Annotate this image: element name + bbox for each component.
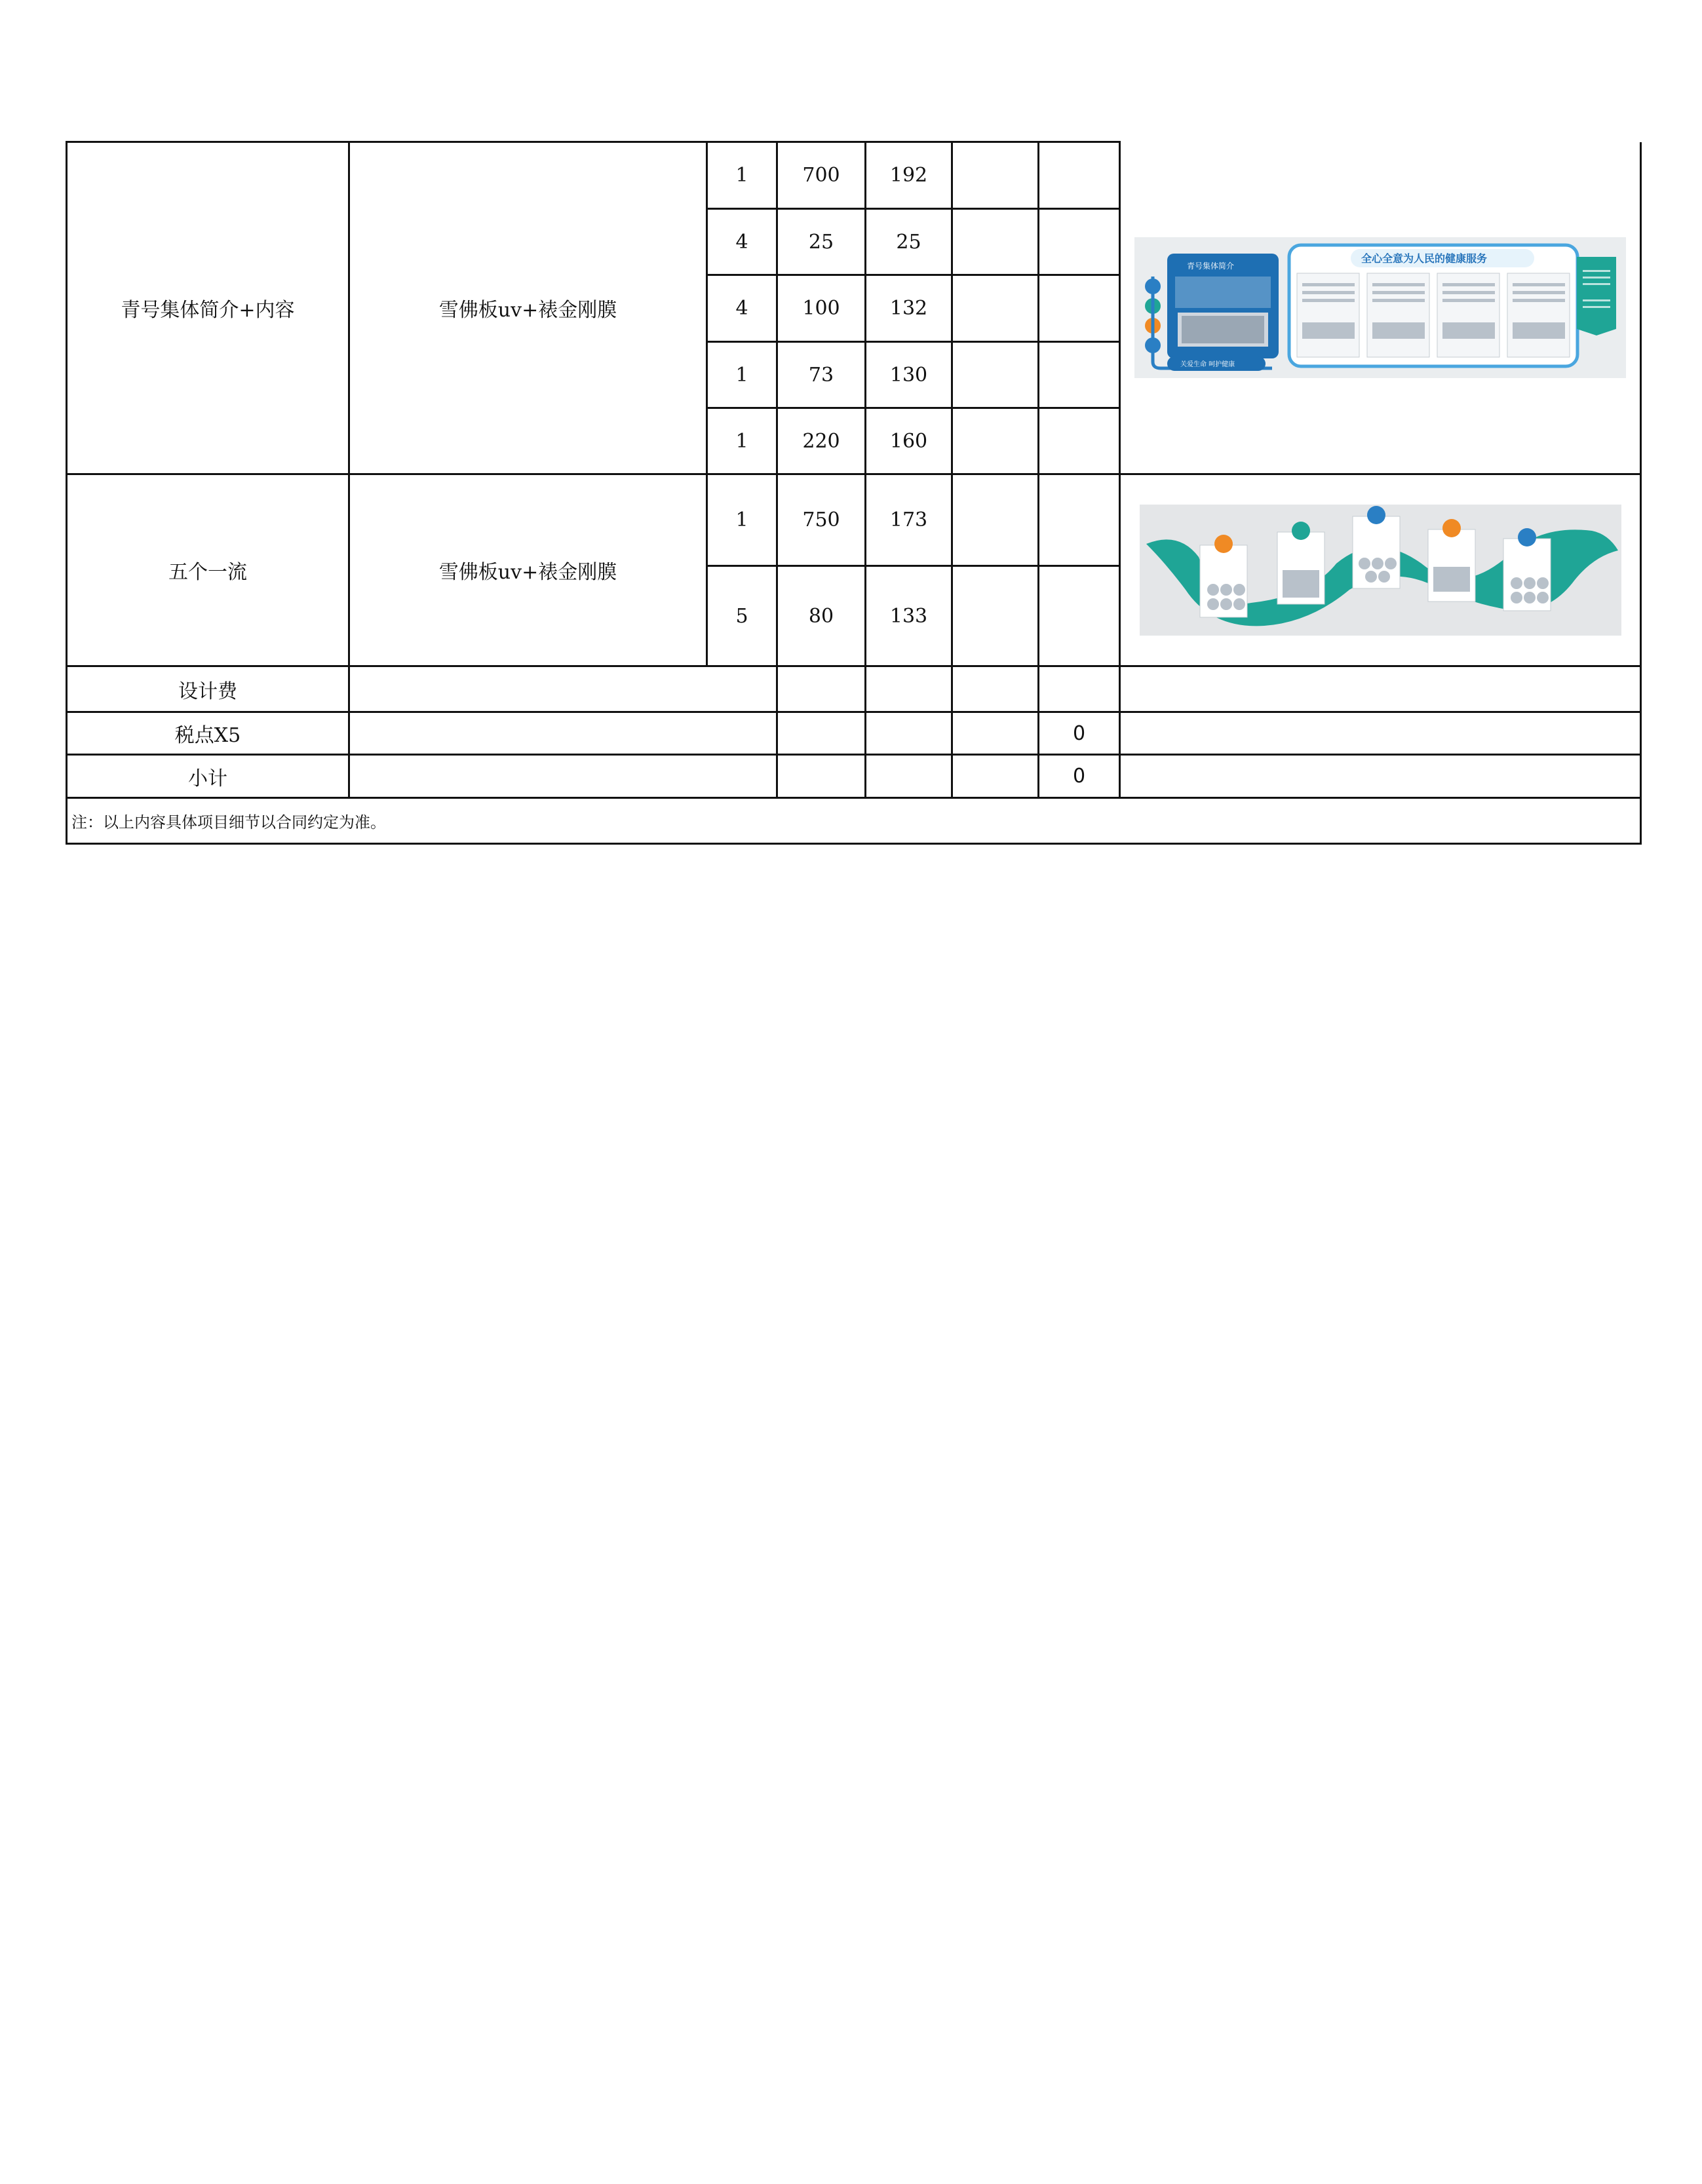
empty-cell [1039,408,1120,474]
preview-slogan: 关爱生命 呵护健康 [1180,360,1235,368]
empty-cell [349,712,777,755]
summary-label-tax: 税点X5 [67,712,349,755]
preview-banner: 全心全意为人民的健康服务 [1361,252,1488,265]
empty-cell [952,408,1039,474]
empty-cell [952,342,1039,408]
width-cell: 80 [777,566,866,666]
note-row [67,798,1641,844]
table-row [67,142,1641,209]
empty-cell [1039,342,1120,408]
summary-label-subtotal: 小计 [67,755,349,798]
width-cell: 700 [777,142,866,209]
width-cell: 25 [777,209,866,275]
height-cell: 25 [866,209,952,275]
item-name-cell: 五个一流 [67,474,349,666]
empty-cell [952,142,1039,209]
empty-cell [952,474,1039,566]
empty-cell [952,712,1039,755]
empty-cell [349,755,777,798]
empty-cell [952,275,1039,342]
empty-cell [1120,666,1641,712]
qty-cell: 1 [707,342,777,408]
empty-cell [349,666,777,712]
summary-row [67,712,1641,755]
empty-cell [952,566,1039,666]
height-cell: 130 [866,342,952,408]
preview-cell [1120,142,1641,474]
width-cell: 750 [777,474,866,566]
item-name-cell: 青号集体简介+内容 [67,142,349,474]
empty-cell [1039,566,1120,666]
width-cell: 100 [777,275,866,342]
empty-cell [1039,474,1120,566]
summary-row [67,755,1641,798]
height-cell: 160 [866,408,952,474]
summary-value-subtotal: 0 [1039,755,1120,798]
empty-cell [866,666,952,712]
empty-cell [777,666,866,712]
height-cell: 173 [866,474,952,566]
material-cell: 雪佛板uv+裱金刚膜 [349,474,707,666]
preview-cell [1120,474,1641,666]
qty-cell: 4 [707,209,777,275]
contract-note: 注：以上内容具体项目细节以合同约定为准。 [67,798,1641,844]
empty-cell [952,209,1039,275]
height-cell: 192 [866,142,952,209]
width-cell: 220 [777,408,866,474]
empty-cell [777,755,866,798]
empty-cell [1039,275,1120,342]
five-first-class-wall-preview-image [1140,505,1621,636]
table-row [67,474,1641,566]
quotation-table [66,141,1642,845]
empty-cell [1120,755,1641,798]
empty-cell [1039,142,1120,209]
material-cell: 雪佛板uv+裱金刚膜 [349,142,707,474]
qty-cell: 1 [707,142,777,209]
empty-cell [952,755,1039,798]
qty-cell: 1 [707,408,777,474]
culture-wall-preview-image [1134,237,1626,378]
summary-value [1039,666,1120,712]
empty-cell [866,712,952,755]
preview-panel-title: 青号集体简介 [1187,261,1235,271]
qty-cell: 5 [707,566,777,666]
empty-cell [1120,712,1641,755]
summary-label-design-fee: 设计费 [67,666,349,712]
empty-cell [1039,209,1120,275]
height-cell: 132 [866,275,952,342]
width-cell: 73 [777,342,866,408]
empty-cell [952,666,1039,712]
empty-cell [866,755,952,798]
empty-cell [777,712,866,755]
summary-row [67,666,1641,712]
height-cell: 133 [866,566,952,666]
summary-value-tax: 0 [1039,712,1120,755]
qty-cell: 1 [707,474,777,566]
qty-cell: 4 [707,275,777,342]
